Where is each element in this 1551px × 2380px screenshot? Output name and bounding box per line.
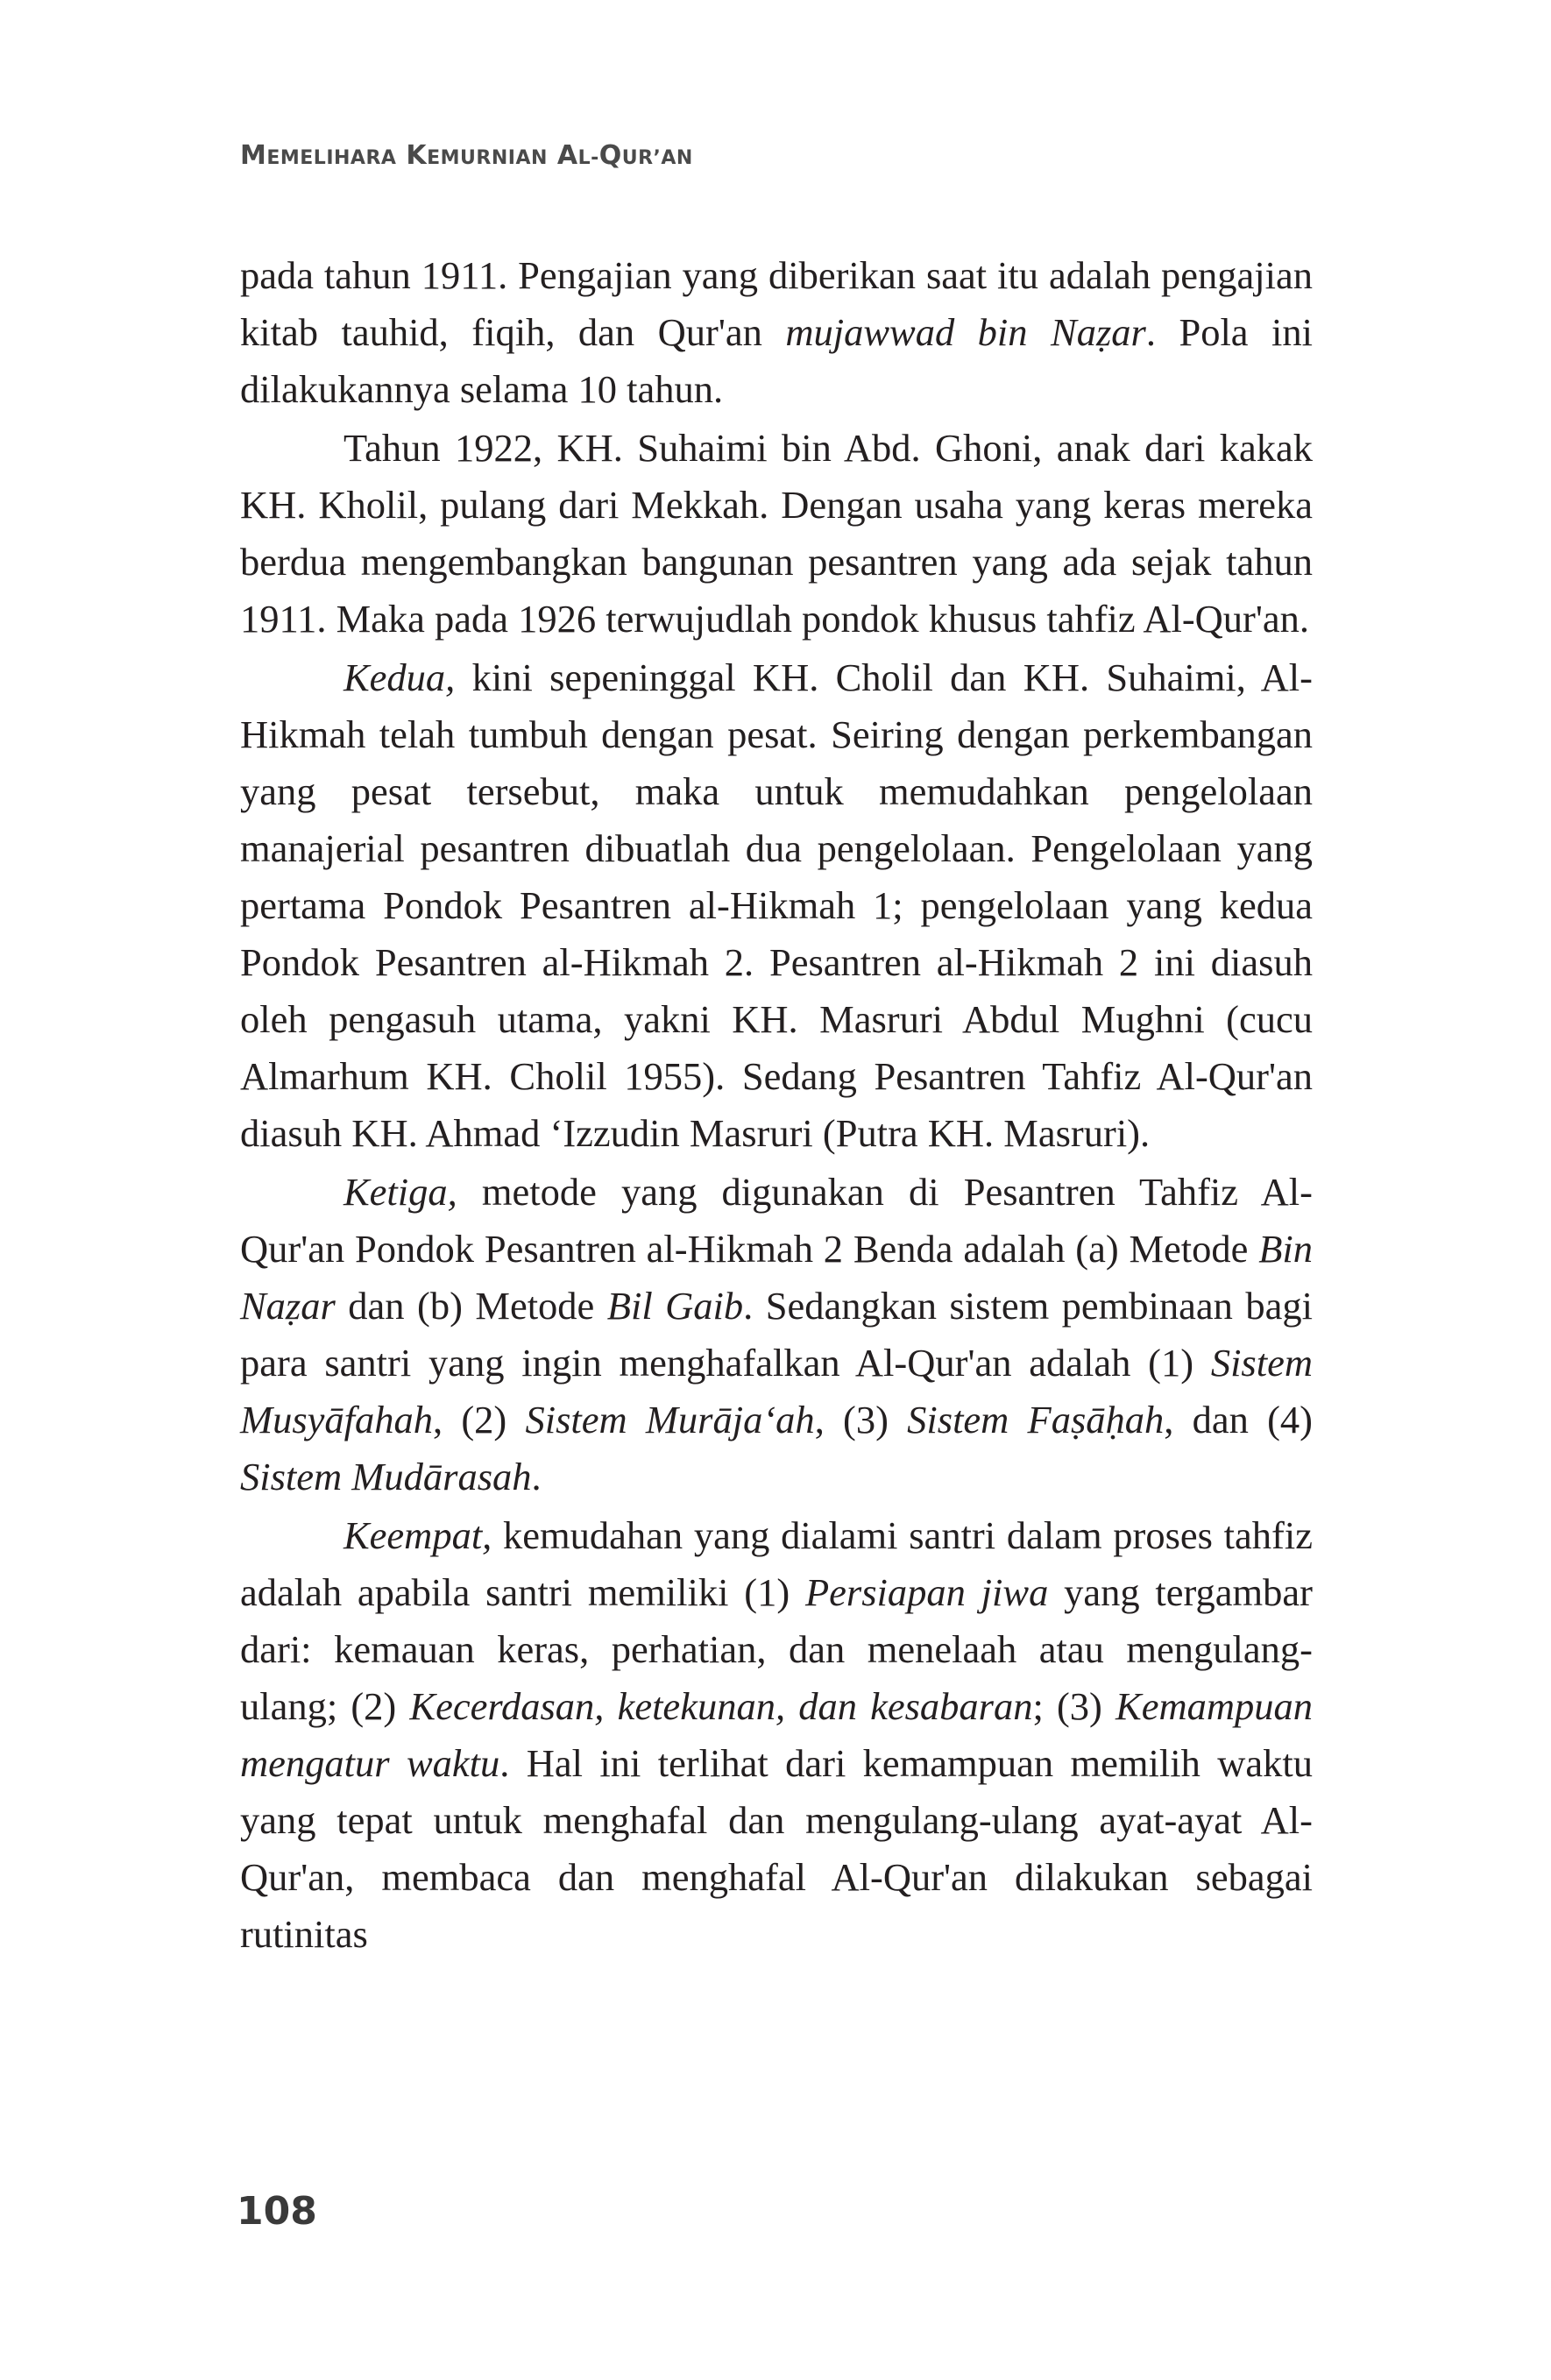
running-head: MEMELIHARA KEMURNIAN AL-QUR’AN: [240, 140, 693, 171]
page-number: 108: [237, 2189, 317, 2234]
paragraph-4: Ketiga, metode yang digunakan di Pesantren Tahfiz Al-Qur'an Pondok Pesantren al-Hikmah 2 Benda adalah (a) Metode Bin Naẓar dan (b) Metode Bil Gaib. Sedangkan sistem pembinaan bagi para santri yang ingin menghafalkan Al-Qur'an adalah (1) Sistem Musyāfahah, (2) Sistem Murāja‘ah, (3) Sistem Faṣāḥah, dan (4) Sistem Mudārasah.: [240, 1170, 1313, 1498]
paragraph-5: Keempat, kemudahan yang dialami santri dalam proses tahfiz adalah apabila santri memiliki (1) Persiapan jiwa yang tergambar dari: kemauan keras, perhatian, dan menelaah atau mengulang-ulang; (2) Kecerdasan, ketekunan, dan kesabaran; (3) Kemampuan mengatur waktu. Hal ini terlihat dari kemampuan memilih waktu yang tepat untuk menghafal dan mengulang-ulang ayat-ayat Al-Qur'an, membaca dan menghafal Al-Qur'an dilakukan sebagai rutinitas: [240, 1513, 1313, 1956]
paragraph-3: Kedua, kini sepeninggal KH. Cholil dan KH. Suhaimi, Al-Hikmah telah tumbuh dengan pesat. Seiring dengan perkembangan yang pesat tersebut, maka untuk memudahkan pengelolaan manajerial pesantren dibuatlah dua pengelolaan. Pengelolaan yang pertama Pondok Pesantren al-Hikmah 1; pengelolaan yang kedua Pondok Pesantren al-Hikmah 2. Pesantren al-Hikmah 2 ini diasuh oleh pengasuh utama, yakni KH. Masruri Abdul Mughni (cucu Almarhum KH. Cholil 1955). Sedang Pesantren Tahfiz Al-Qur'an diasuh KH. Ahmad ‘Izzudin Masruri (Putra KH. Masruri).: [240, 655, 1313, 1155]
paragraph-2: Tahun 1922, KH. Suhaimi bin Abd. Ghoni, anak dari kakak KH. Kholil, pulang dari Mekkah. Dengan usaha yang keras mereka berdua mengembangkan bangunan pesantren yang ada sejak tahun 1911. Maka pada 1926 terwujudlah pondok khusus tahfiz Al-Qur'an.: [240, 426, 1313, 641]
body-text: [240, 247, 1313, 1965]
paragraph-1: pada tahun 1911. Pengajian yang diberikan saat itu adalah pengajian kitab tauhid, fiqih, dan Qur'an mujawwad bin Naẓar. Pola ini dilakukannya selama 10 tahun.: [240, 253, 1314, 411]
